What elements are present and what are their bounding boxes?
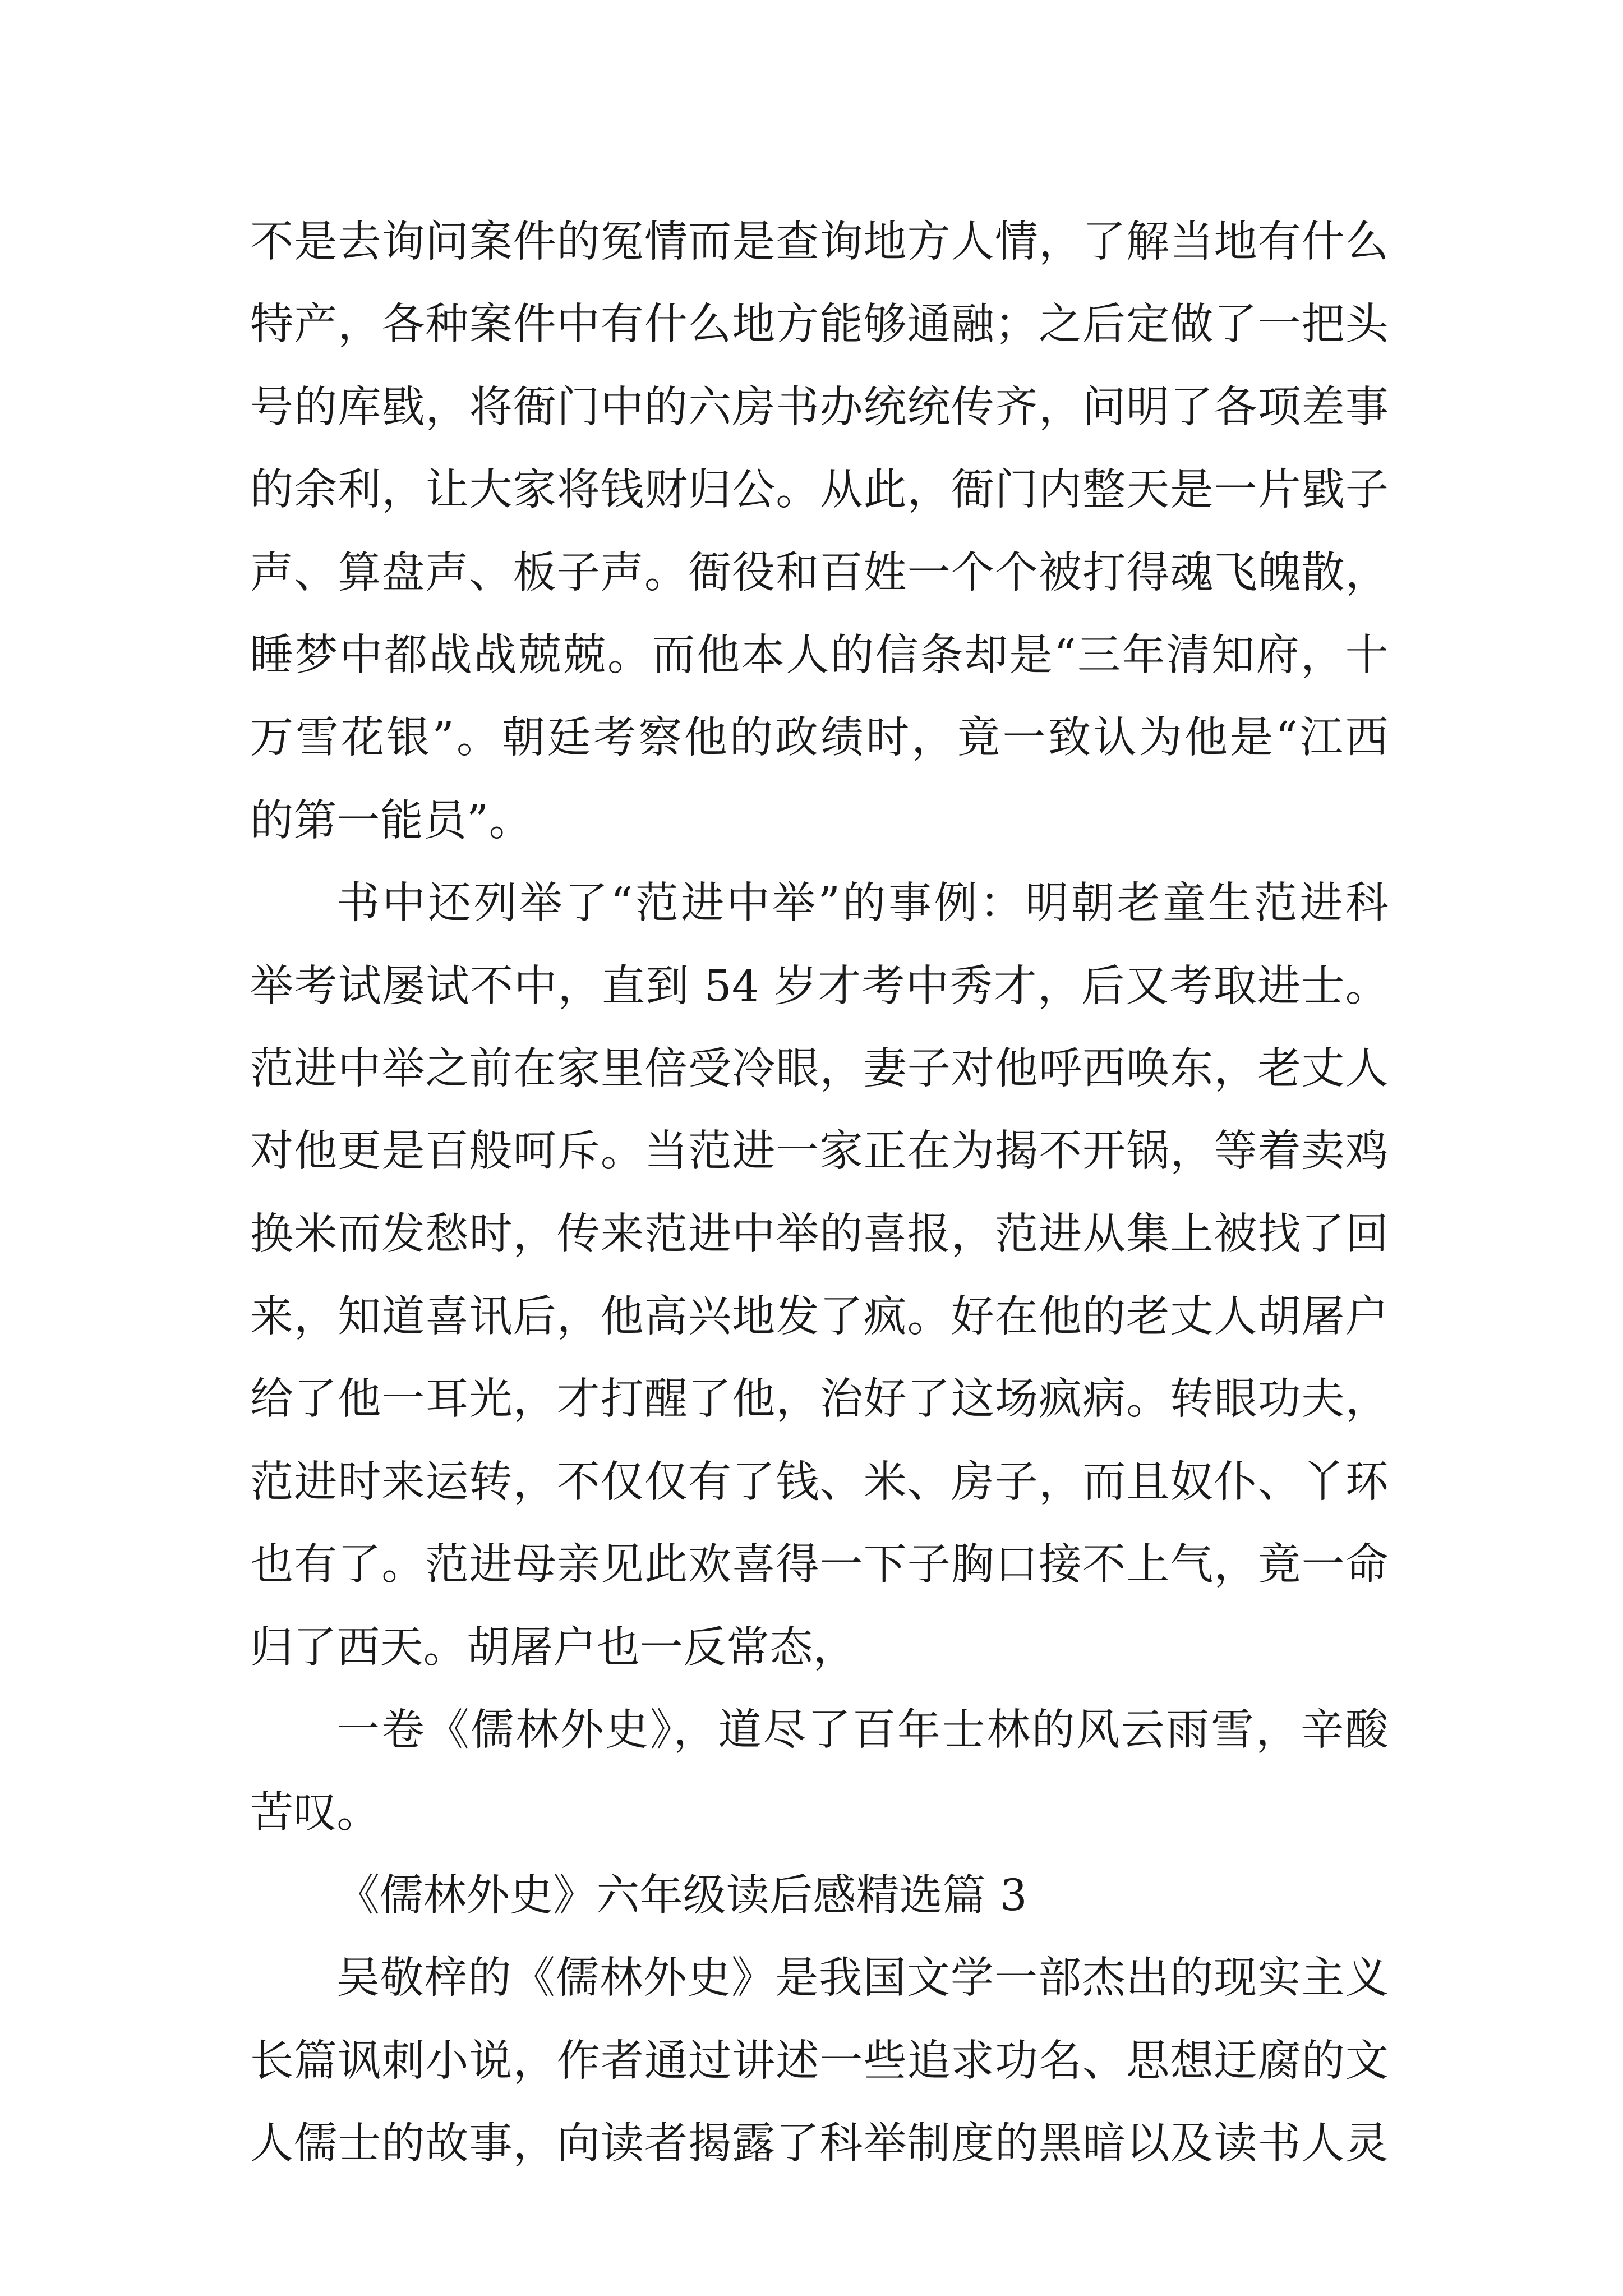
paragraph-first-line: 吴敬梓的《儒林外史》是我国文学一部杰出的现实主义 (336, 1953, 1389, 2004)
text-line: 对他更是百般呵斥。当范进一家正在为揭不开锅，等着卖鸡 (250, 1126, 1389, 1177)
text-line: 也有了。范进母亲见此欢喜得一下子胸口接不上气，竟一命 (250, 1540, 1389, 1590)
paragraph-first-line: 一卷《儒林外史》，道尽了百年士林的风云雨雪，辛酸 (336, 1705, 1389, 1756)
text-line: 换米而发愁时，传来范进中举的喜报，范进从集上被找了回 (250, 1209, 1389, 1259)
text-line: 的第一能员”。 (250, 795, 532, 846)
text-line: 范进时来运转，不仅仅有了钱、米、房子，而且奴仆、丫环 (250, 1457, 1389, 1507)
text-line: 范进中举之前在家里倍受冷眼，妻子对他呼西唤东，老丈人 (250, 1043, 1389, 1094)
text-line: 苦叹。 (250, 1788, 380, 1838)
text-line: 睡梦中都战战兢兢。而他本人的信条却是“三年清知府，十 (250, 630, 1389, 680)
text-line: 声、算盘声、板子声。衙役和百姓一个个被打得魂飞魄散， (250, 547, 1389, 598)
text-line: 的余利，让大家将钱财归公。从此，衙门内整天是一片戥子 (250, 465, 1389, 516)
text-line: 不是去询问案件的冤情而是查询地方人情，了解当地有什么 (250, 217, 1389, 267)
text-line: 给了他一耳光，才打醒了他，治好了这场疯病。转眼功夫， (250, 1374, 1389, 1425)
text-line: 举考试屡试不中，直到 54 岁才考中秀才，后又考取进士。 (250, 961, 1389, 1011)
text-line: 归了西天。胡屠户也一反常态， (250, 1622, 856, 1673)
text-line: 来，知道喜讯后，他高兴地发了疯。好在他的老丈人胡屠户 (250, 1292, 1389, 1342)
text-line: 号的库戥，将衙门中的六房书办统统传齐，问明了各项差事 (250, 382, 1389, 432)
text-line: 万雪花银”。朝廷考察他的政绩时，竟一致认为他是“江西 (250, 713, 1389, 763)
text-line: 特产，各种案件中有什么地方能够通融；之后定做了一把头 (250, 300, 1389, 350)
paragraph-first-line: 书中还列举了“范进中举”的事例：明朝老童生范进科 (336, 878, 1389, 929)
document-body (250, 201, 1389, 2185)
section-heading: 《儒林外史》六年级读后感精选篇 3 (336, 1870, 1027, 1921)
text-line: 长篇讽刺小说，作者通过讲述一些追求功名、思想迂腐的文 (250, 2036, 1389, 2086)
text-line: 人儒士的故事，向读者揭露了科举制度的黑暗以及读书人灵 (250, 2118, 1389, 2169)
